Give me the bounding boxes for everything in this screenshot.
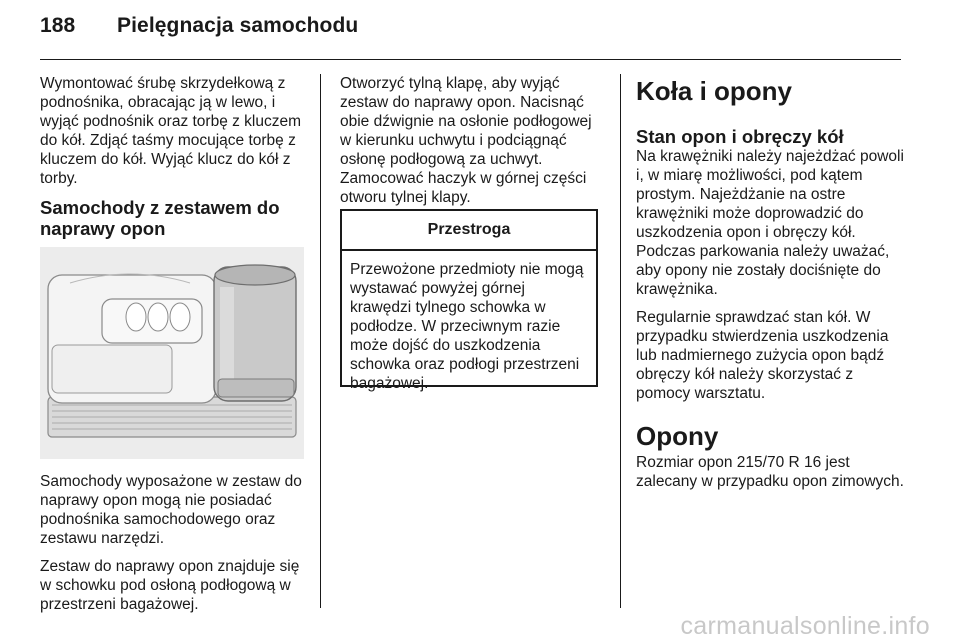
column-1: [40, 74, 308, 239]
column-3: [636, 76, 906, 500]
paragraph-check-wheels: Regularnie sprawdzać stan kół. W przypadku stwierdzenia uszkodzenia lub nadmiernego zużycia opon bądź obręczy kół należy skorzystać z pomocy warsztatu.: [636, 309, 889, 402]
heading-repair-kit: Samochody z zestawem do naprawy opon: [40, 197, 280, 239]
paragraph-kit-location: Zestaw do naprawy opon znajduje się w schowku pod osłoną podłogową w przestrzeni bagażowej.: [40, 558, 300, 613]
heading-wheels-tyres: Koła i opony: [636, 76, 792, 106]
warning-text: Przewożone przedmioty nie mogą wystawać powyżej górnej krawędzi tylnego schowka w podłodze. W przeciwnym razie może dojść do uszkodzenia schowka oraz podłogi przestrzeni bagażowej.: [350, 261, 584, 392]
tire-repair-kit-illustration: [40, 247, 304, 459]
column-divider-2: [620, 74, 621, 608]
paragraph-jack-removal: Wymontować śrubę skrzydełkową z podnośnika, obracając ją w lewo, i wyjąć podnośnik oraz torbę z kluczem do kół. Zdjąć taśmy mocujące torbę z kluczem do kół. Wyjąć klucz do kół z torby.: [40, 75, 302, 187]
column-divider-1: [320, 74, 321, 608]
column-1-lower: [40, 472, 308, 623]
page-number: 188: [40, 14, 76, 37]
column-2: [340, 74, 602, 216]
paragraph-open-tailgate: Otworzyć tylną klapę, aby wyjąć zestaw do naprawy opon. Nacisnąć obie dźwignie na osłonie podłogowej w kierunku uchwytu i podciągnąć osłonę podłogową za uchwyt. Zamocować haczyk w górnej części otworu tylnej klapy.: [340, 75, 592, 206]
warning-box: [340, 209, 598, 392]
watermark: carmanualsonline.info: [680, 612, 930, 640]
paragraph-kerbs: Na krawężniki należy najeżdżać powoli i, w miarę możliwości, pod kątem prostym. Najeżdżanie na ostre krawężniki może doprowadzić do uszkodzenia opon i obręczy kół. Podczas parkowania należy uważać, aby opony nie zostały dociśnięte do krawężnika.: [636, 148, 904, 298]
page-title: Pielęgnacja samochodu: [117, 14, 359, 37]
page-header: [40, 14, 900, 38]
heading-tyres: Opony: [636, 421, 719, 451]
header-divider: [40, 59, 901, 60]
paragraph-tyre-size: Rozmiar opon 215/70 R 16 jest zalecany w przypadku opon zimowych.: [636, 454, 904, 490]
heading-tyre-condition: Stan opon i obręczy kół: [636, 126, 844, 147]
warning-title: Przestroga: [342, 211, 596, 251]
paragraph-no-jack: Samochody wyposażone w zestaw do naprawy opon mogą nie posiadać podnośnika samochodowego oraz zestawu narzędzi.: [40, 473, 302, 547]
